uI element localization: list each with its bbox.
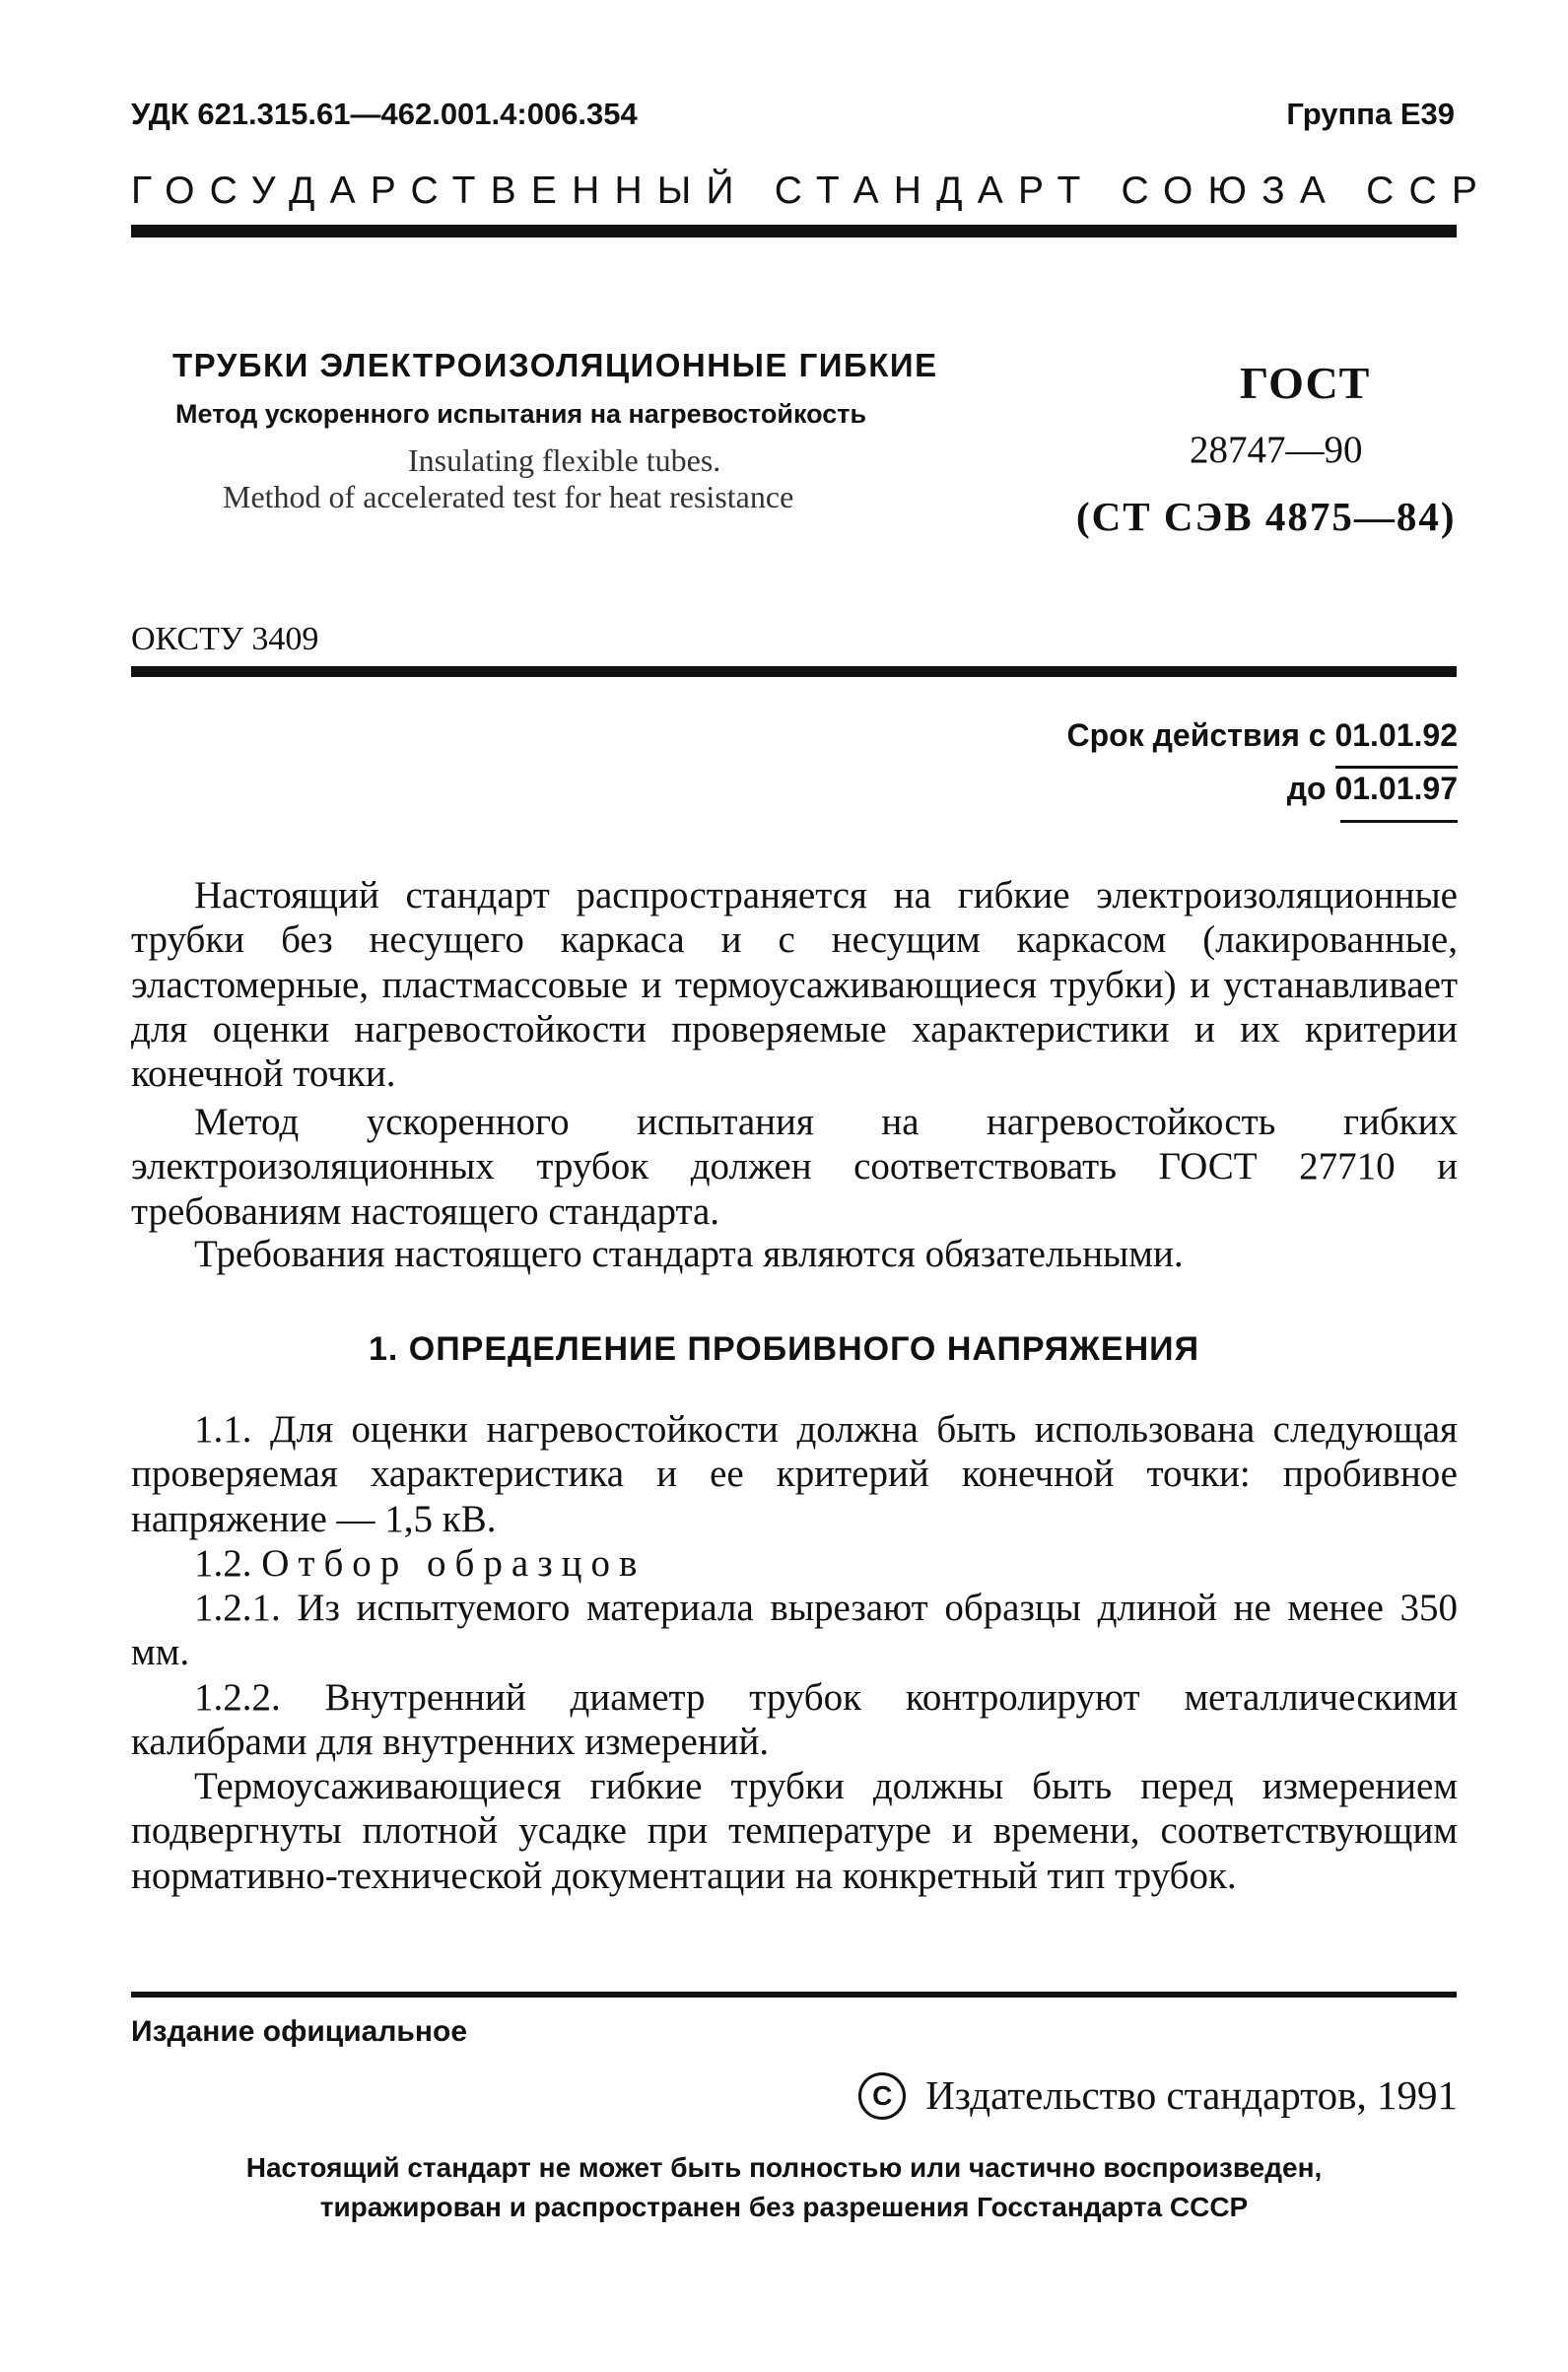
paragraph-heat-shrink: Термоусаживающиеся гибкие трубки должны быть перед измерением подвергнуты плотной усадке при температуре и времени, соответствующим нормативно-технической документации на конкретный тип трубок. xyxy=(131,1765,1458,1897)
udk-code: УДК 621.315.61—462.001.4:006.354 xyxy=(131,97,638,131)
validity-to: до 01.01.97 xyxy=(1286,771,1458,806)
validity-rule xyxy=(1340,820,1458,823)
gost-number: 28747—90 xyxy=(1190,429,1363,471)
group-code: Группа Е39 xyxy=(1286,97,1455,131)
copyright-notice xyxy=(0,2148,1568,2227)
okstu-code: ОКСТУ 3409 xyxy=(131,621,319,657)
st-sev-number: (СТ СЭВ 4875—84) xyxy=(1076,494,1457,539)
footer-rule xyxy=(131,1992,1457,1998)
clause-number: 1.2. xyxy=(194,1542,252,1585)
document-title: ТРУБКИ ЭЛЕКТРОИЗОЛЯЦИОННЫЕ ГИБКИЕ xyxy=(172,347,938,383)
document-subtitle-en: Method of accelerated test for heat resistance xyxy=(223,479,794,514)
validity-rule xyxy=(1335,766,1458,769)
paragraph-1-2 xyxy=(131,1541,1458,1586)
section-heading: 1. ОПРЕДЕЛЕНИЕ ПРОБИВНОГО НАПРЯЖЕНИЯ xyxy=(368,1330,1200,1368)
notice-line: тиражирован и распространен без разрешения Госстандарта СССР xyxy=(319,2192,1249,2222)
paragraph-method: Метод ускоренного испытания на нагревостойкость гибких электроизоляционных трубок должен соответствовать ГОСТ 27710 и требованиям настоящего стандарта. xyxy=(131,1101,1458,1233)
clause-title: Отбор образцов xyxy=(261,1542,647,1585)
okstu-rule xyxy=(131,666,1457,677)
paragraph-scope: Настоящий стандарт распространяется на гибкие электроизоляционные трубки без несущего каркаса и с несущим каркасом (лакированные, эластомерные, пластмассовые и термоусаживающиеся трубки) и устанавливает для оценки нагревостойкости проверяемые характеристики и их критерии конечной точки. xyxy=(131,874,1458,1096)
paragraph-requirements: Требования настоящего стандарта являются обязательными. xyxy=(194,1233,1184,1275)
document-title-en: Insulating flexible tubes. xyxy=(408,442,721,478)
gost-label: ГОСТ xyxy=(1240,358,1371,408)
copyright-icon: C xyxy=(858,2072,906,2120)
edition-label: Издание официальное xyxy=(131,2015,468,2048)
notice-line: Настоящий стандарт не может быть полностью или частично воспроизведен, xyxy=(245,2152,1323,2183)
publisher-text: Издательство стандартов, 1991 xyxy=(925,2072,1458,2118)
paragraph-1-2-2: 1.2.2. Внутренний диаметр трубок контролируют металлическими калибрами для внутренних измерений. xyxy=(131,1676,1458,1764)
validity-from: Срок действия с 01.01.92 xyxy=(1066,717,1458,753)
paragraph-1-1: 1.1. Для оценки нагревостойкости должна быть использована следующая проверяемая характеристика и ее критерий конечной точки: пробивное напряжение — 1,5 кВ. xyxy=(131,1408,1458,1540)
header-rule xyxy=(131,225,1457,237)
paragraph-1-2-1: 1.2.1. Из испытуемого материала вырезают образцы длиной не менее 350 мм. xyxy=(131,1587,1458,1674)
publisher-line xyxy=(858,2071,1458,2124)
document-subtitle: Метод ускоренного испытания на нагревостойкость xyxy=(175,399,867,429)
state-standard-heading: ГОСУДАРСТВЕННЫЙ СТАНДАРТ СОЮЗА ССР xyxy=(131,169,1493,212)
